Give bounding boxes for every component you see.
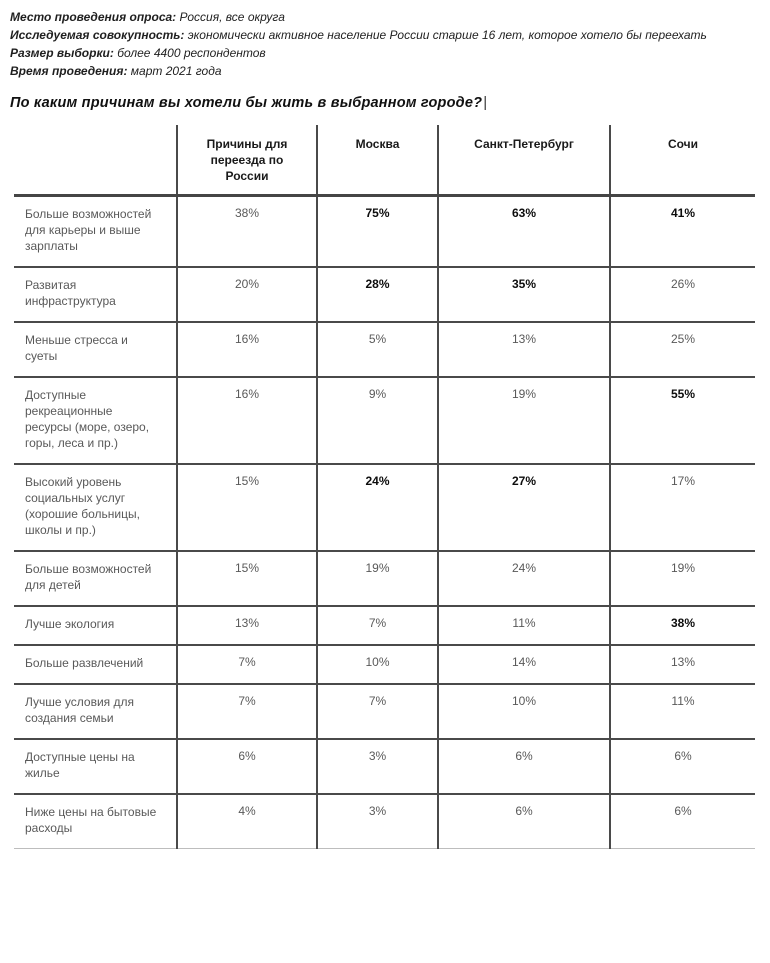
table-row: [14, 551, 755, 606]
value-cell: 15%: [177, 464, 317, 551]
table-row: [14, 794, 755, 849]
value-cell: 9%: [317, 377, 438, 464]
value-cell: 16%: [177, 322, 317, 377]
value-cell: 38%: [177, 196, 317, 268]
value-cell: 19%: [438, 377, 610, 464]
meta-label: Размер выборки:: [10, 46, 114, 60]
value-cell: 6%: [610, 794, 755, 849]
value-cell: 13%: [438, 322, 610, 377]
value-cell: 10%: [438, 684, 610, 739]
row-label: Доступные рекреационные ресурсы (море, озеро, горы, леса и пр.): [25, 388, 150, 450]
col-header-sochi: Сочи: [610, 125, 755, 196]
watermark-fade: [555, 853, 770, 963]
question-title: [10, 95, 760, 111]
question-text: По каким причинам вы хотели бы жить в выбранном городе?: [10, 95, 483, 111]
col-header-spb: Санкт-Петербург: [438, 125, 610, 196]
value-cell: 16%: [177, 377, 317, 464]
value-cell: 4%: [177, 794, 317, 849]
header-row: [14, 125, 755, 196]
value-cell: 6%: [438, 739, 610, 794]
table-row: [14, 606, 755, 645]
document-page: [0, 8, 770, 948]
meta-value: март 2021 года: [130, 64, 222, 78]
value-cell: 13%: [610, 645, 755, 684]
table-row: [14, 267, 755, 322]
value-cell: 5%: [317, 322, 438, 377]
meta-line: [10, 26, 760, 44]
value-cell: 27%: [438, 464, 610, 551]
value-cell: 38%: [610, 606, 755, 645]
value-cell: 11%: [610, 684, 755, 739]
survey-meta: [10, 8, 760, 80]
row-label: Высокий уровень социальных услуг (хорошие больницы, школы и пр.): [25, 475, 140, 537]
row-label: Меньше стресса и суеты: [25, 333, 128, 363]
value-cell: 3%: [317, 794, 438, 849]
value-cell: 6%: [610, 739, 755, 794]
meta-value: Россия, все округа: [179, 10, 285, 24]
col-header-reasons-russia: Причины для переезда по России: [177, 125, 317, 196]
value-cell: 19%: [610, 551, 755, 606]
col-header-moscow: Москва: [317, 125, 438, 196]
value-cell: 11%: [438, 606, 610, 645]
row-label: Больше возможностей для карьеры и выше зарплаты: [25, 207, 152, 253]
value-cell: 13%: [177, 606, 317, 645]
table-row: [14, 377, 755, 464]
row-label: Больше возможностей для детей: [25, 562, 152, 592]
value-cell: 41%: [610, 196, 755, 268]
meta-label: Исследуемая совокупность:: [10, 28, 185, 42]
meta-line: [10, 62, 760, 80]
row-label: Ниже цены на бытовые расходы: [25, 805, 157, 835]
value-cell: 17%: [610, 464, 755, 551]
corner-cell: [14, 125, 177, 196]
row-label: Лучше условия для создания семьи: [25, 695, 134, 725]
meta-value: экономически активное население России старше 16 лет, которое хотело бы переехать: [187, 28, 707, 42]
row-label: Доступные цены на жилье: [25, 750, 135, 780]
survey-table: [14, 125, 755, 849]
value-cell: 19%: [317, 551, 438, 606]
value-cell: 35%: [438, 267, 610, 322]
value-cell: 7%: [317, 684, 438, 739]
value-cell: 24%: [317, 464, 438, 551]
value-cell: 75%: [317, 196, 438, 268]
value-cell: 3%: [317, 739, 438, 794]
value-cell: 6%: [438, 794, 610, 849]
value-cell: 28%: [317, 267, 438, 322]
value-cell: 7%: [177, 645, 317, 684]
value-cell: 7%: [317, 606, 438, 645]
table-row: [14, 464, 755, 551]
value-cell: 63%: [438, 196, 610, 268]
meta-line: [10, 44, 760, 62]
meta-line: [10, 8, 760, 26]
value-cell: 24%: [438, 551, 610, 606]
table-row: [14, 196, 755, 268]
table-row: [14, 645, 755, 684]
row-label: Лучше экология: [25, 617, 115, 631]
value-cell: 6%: [177, 739, 317, 794]
value-cell: 20%: [177, 267, 317, 322]
row-label: Развитая инфраструктура: [25, 278, 116, 308]
value-cell: 10%: [317, 645, 438, 684]
value-cell: 15%: [177, 551, 317, 606]
table-row: [14, 739, 755, 794]
meta-label: Время проведения:: [10, 64, 128, 78]
value-cell: 26%: [610, 267, 755, 322]
value-cell: 55%: [610, 377, 755, 464]
meta-label: Место проведения опроса:: [10, 10, 177, 24]
table-row: [14, 684, 755, 739]
table-row: [14, 322, 755, 377]
value-cell: 7%: [177, 684, 317, 739]
value-cell: 25%: [610, 322, 755, 377]
text-caret: |: [483, 95, 488, 111]
row-label: Больше развлечений: [25, 656, 144, 670]
meta-value: более 4400 респондентов: [117, 46, 266, 60]
value-cell: 14%: [438, 645, 610, 684]
